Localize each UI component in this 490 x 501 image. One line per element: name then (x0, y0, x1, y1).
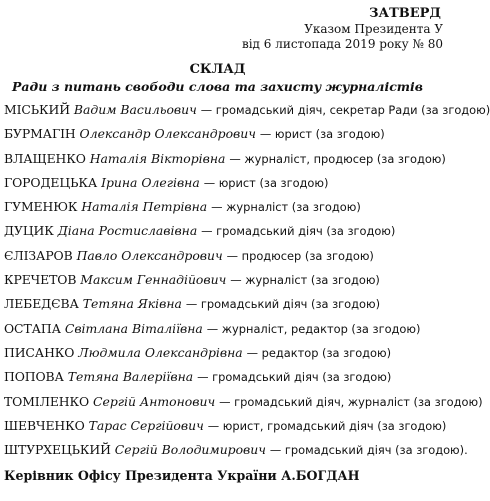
member-surname: ВЛАЩЕНКО (4, 150, 86, 166)
member-role: — продюсер (за згодою) (226, 248, 374, 263)
approval-decree-line: Указом Президента У (304, 22, 443, 36)
member-role: — юрист, громадський діяч (за згодою) (207, 418, 447, 433)
member-given-names: Діана Ростиславівна (57, 223, 198, 239)
member-role: — журналіст (за згодою) (211, 200, 361, 215)
document-heading (0, 62, 435, 95)
member-role: — громадський діяч (за згодою) (201, 224, 396, 239)
member-surname: ТОМІЛЕНКО (4, 393, 90, 409)
member-given-names: Людмила Олександрівна (78, 344, 243, 360)
member-given-names: Тетяна Валеріївна (67, 369, 194, 385)
member-given-names: Наталія Петрівна (81, 199, 208, 215)
member-role: — громадський діяч (за згодою) (197, 370, 392, 385)
member-given-names: Ірина Олегівна (101, 174, 200, 190)
member-role: — громадський діяч (за згодою). (269, 443, 468, 458)
member-row (4, 149, 446, 173)
member-row (4, 440, 468, 464)
member-surname: ГОРОДЕЦЬКА (4, 174, 98, 190)
member-surname: ЛЕБЕДЄВА (4, 296, 79, 312)
member-surname: МІСЬКИЙ (4, 102, 70, 117)
approval-date-line: від 6 листопада 2019 року № 80 (241, 37, 443, 51)
member-surname: ДУЦИК (4, 223, 54, 239)
member-surname: ГУМЕНЮК (4, 199, 78, 215)
member-row (4, 270, 435, 294)
member-given-names: Максим Геннадійович (80, 272, 227, 288)
member-given-names: Наталія Вікторівна (89, 150, 226, 166)
member-row (4, 173, 435, 197)
approval-block (235, 6, 443, 52)
member-surname: ЄЛІЗАРОВ (4, 247, 73, 263)
member-row (4, 124, 435, 148)
member-list (4, 100, 490, 464)
member-row (4, 392, 483, 416)
member-given-names: Павло Олександрович (76, 247, 223, 263)
document-subtitle: Ради з питань свободи слова та захисту журналістів (12, 79, 423, 94)
member-surname: ПОПОВА (4, 369, 64, 385)
member-given-names: Сергій Володимирович (114, 442, 266, 458)
member-given-names: Тетяна Яківна (82, 296, 182, 312)
member-row (4, 197, 435, 221)
member-given-names: Тарас Сергійович (88, 417, 204, 433)
member-surname: ПИСАНКО (4, 344, 75, 360)
member-given-names: Сергій Антонович (93, 393, 216, 409)
document-title: СКЛАД (189, 62, 246, 77)
member-given-names: Вадим Васильович (73, 102, 197, 117)
member-role: — громадський діяч (за згодою) (185, 297, 381, 312)
approval-title: ЗАТВЕРД (369, 6, 441, 21)
member-row (4, 221, 435, 245)
member-surname: КРЕЧЕТОВ (4, 272, 77, 288)
member-role: — журналіст, продюсер (за згодою) (229, 151, 446, 166)
member-role: — юрист (за згодою) (203, 175, 329, 190)
member-role: — журналіст, редактор (за згодою) (206, 321, 421, 336)
member-surname: ШЕВЧЕНКО (4, 417, 85, 433)
member-role: — громадський діяч, журналіст (за згодою) (219, 394, 483, 409)
member-surname: ШТУРХЕЦЬКИЙ (4, 442, 111, 458)
member-row (4, 319, 435, 343)
signature-line: Керівник Офісу Президента України А.БОГДАН (4, 468, 360, 483)
member-row (4, 294, 435, 318)
member-given-names: Олександр Олександрович (79, 126, 256, 142)
member-surname: БУРМАГІН (4, 126, 76, 142)
member-role: — журналіст (за згодою) (230, 273, 380, 288)
member-given-names: Світлана Віталіївна (64, 320, 203, 336)
member-role: — редактор (за згодою) (246, 345, 392, 360)
member-row (4, 416, 447, 440)
member-row (4, 246, 435, 270)
member-row (4, 100, 490, 124)
member-role: — юрист (за згодою) (259, 127, 385, 142)
member-row (4, 367, 435, 391)
member-role: — громадський діяч, секретар Ради (за згодою) (200, 103, 490, 117)
member-surname: ОСТАПА (4, 320, 61, 336)
member-row (4, 343, 435, 367)
